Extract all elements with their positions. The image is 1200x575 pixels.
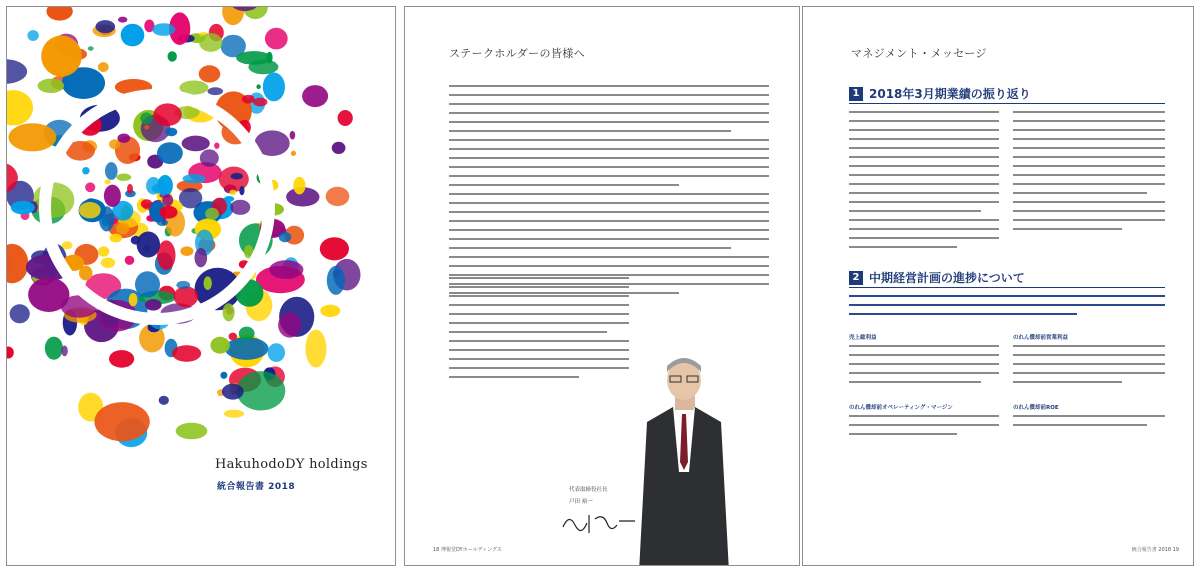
page-footer: 18 博報堂DYホールディングス (433, 547, 502, 553)
message-text-upper (449, 85, 769, 301)
cover-page (6, 6, 396, 566)
gross-profit-text (849, 345, 999, 390)
section-2-lead-text (849, 295, 1165, 322)
section-2-rule (849, 287, 1165, 288)
section-1-text-left (849, 111, 999, 255)
section-title: 中期経営計画の進捗について (869, 271, 1025, 285)
handwritten-signature (559, 509, 639, 537)
section-number: 1 (849, 87, 863, 101)
section-2-heading (849, 269, 1025, 286)
subhead-gross-profit: 売上総利益 (849, 335, 877, 341)
subhead-noren-margin: のれん償却前オペレーティング・マージン (849, 405, 953, 411)
subhead-noren-roe: のれん償却前ROE (1013, 405, 1059, 411)
paint-splash-artwork (7, 7, 396, 566)
subhead-noren-operating-income: のれん償却前営業利益 (1013, 335, 1069, 341)
page-footer: 統合報告書 2018 19 (1131, 547, 1179, 553)
noren-operating-income-text (1013, 345, 1165, 390)
section-1-heading (849, 85, 1031, 102)
section-1-rule (849, 103, 1165, 104)
ceo-photo (637, 352, 787, 566)
section-title: 2018年3月期業績の振り返り (869, 87, 1031, 101)
signatory-role: 代表取締役社長 (569, 487, 608, 493)
section-number: 2 (849, 271, 863, 285)
page-title: マネジメント・メッセージ (851, 47, 987, 60)
stakeholder-message-page (404, 6, 800, 566)
signatory-name: 戸田 裕一 (569, 499, 593, 505)
cover-subtitle: 統合報告書 2018 (217, 482, 296, 492)
message-text-lower (449, 277, 629, 385)
section-1-text-right (1013, 111, 1165, 237)
noren-roe-text (1013, 415, 1165, 433)
noren-margin-text (849, 415, 999, 442)
company-logo: HakuhodoDY holdings (215, 457, 368, 472)
page-title: ステークホルダーの皆様へ (449, 47, 586, 60)
management-message-page (802, 6, 1194, 566)
